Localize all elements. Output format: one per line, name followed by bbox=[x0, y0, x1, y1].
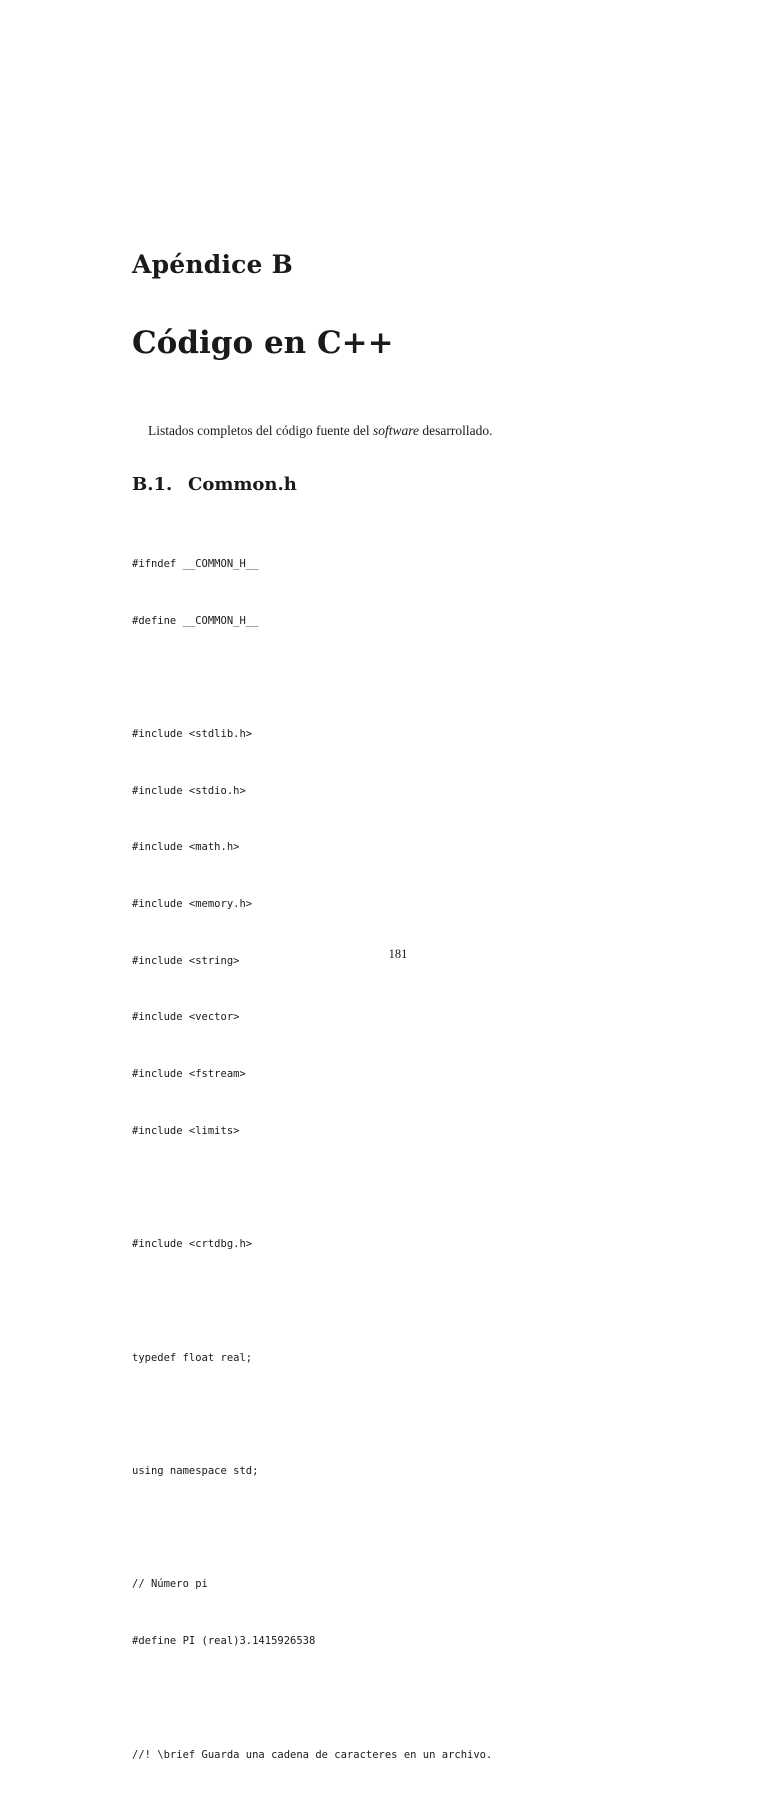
code-line: #ifndef __COMMON_H__ bbox=[132, 557, 259, 570]
intro-paragraph bbox=[148, 423, 492, 439]
code-line: #include <stdio.h> bbox=[132, 784, 246, 797]
code-line: #include <string> bbox=[132, 954, 240, 967]
section-heading bbox=[132, 474, 297, 495]
code-line bbox=[132, 1405, 492, 1424]
code-line bbox=[132, 1689, 492, 1708]
intro-text-emphasis: software bbox=[372, 423, 419, 438]
code-line bbox=[132, 668, 492, 687]
code-line: typedef float real; bbox=[132, 1351, 253, 1364]
appendix-label: Apéndice B bbox=[132, 250, 293, 279]
code-line: //! \brief Guarda una cadena de caracteres en un archivo. bbox=[132, 1748, 493, 1761]
code-line: #define __COMMON_H__ bbox=[132, 614, 259, 627]
code-line: #include <limits> bbox=[132, 1124, 240, 1137]
code-line: using namespace std; bbox=[132, 1465, 259, 1478]
code-line: #include <fstream> bbox=[132, 1068, 246, 1081]
code-line: #include <memory.h> bbox=[132, 898, 253, 911]
section-title: Common.h bbox=[188, 474, 297, 495]
code-line: #include <math.h> bbox=[132, 841, 240, 854]
code-line bbox=[132, 1292, 492, 1311]
code-line bbox=[132, 1179, 492, 1198]
code-line bbox=[132, 1519, 492, 1538]
page-number: 181 bbox=[388, 947, 408, 961]
code-line: #include <crtdbg.h> bbox=[132, 1238, 253, 1251]
code-line: // Número pi bbox=[132, 1578, 208, 1591]
chapter-title: Código en C++ bbox=[132, 325, 394, 361]
intro-text-after: desarrollado. bbox=[418, 423, 493, 438]
intro-text-before: Listados completos del código fuente del bbox=[148, 423, 373, 438]
section-number: B.1. bbox=[132, 474, 173, 495]
code-line: #define PI (real)3.1415926538 bbox=[132, 1635, 316, 1648]
code-listing bbox=[132, 517, 492, 1802]
code-line: #include <vector> bbox=[132, 1011, 240, 1024]
code-line: #include <stdlib.h> bbox=[132, 727, 253, 740]
